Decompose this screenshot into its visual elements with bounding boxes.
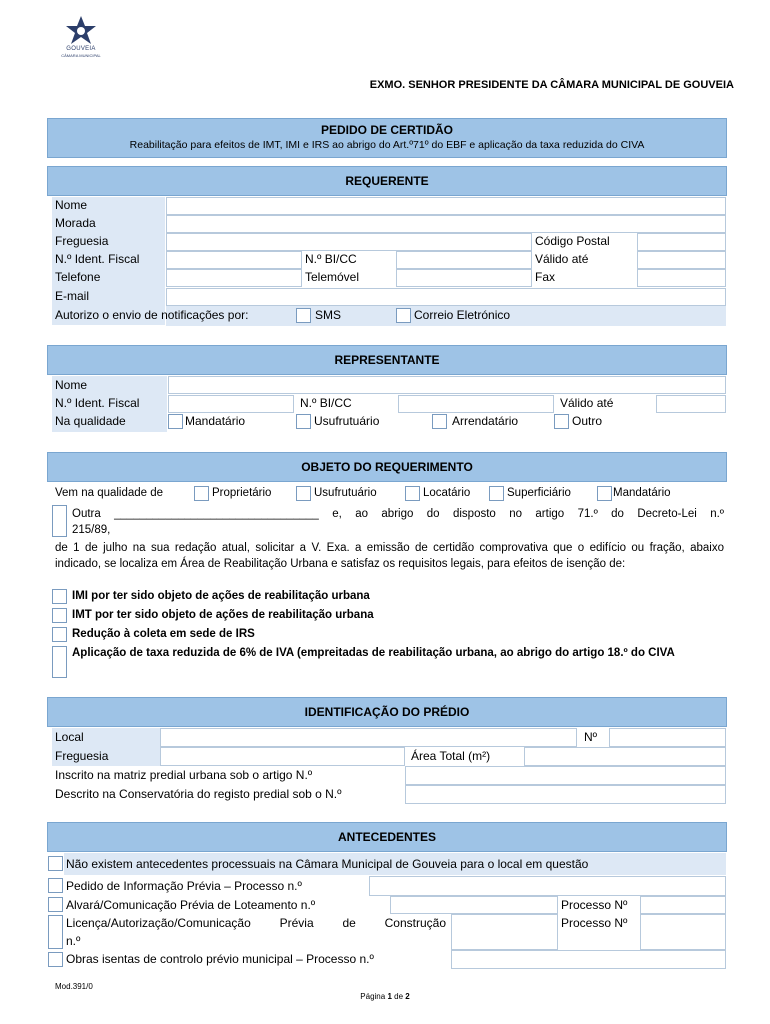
requerente-email-field[interactable]	[166, 288, 726, 306]
obj-label-locatario: Locatário	[423, 487, 471, 499]
label-morada: Morada	[55, 216, 96, 230]
rep-label-nome: Nome	[55, 378, 88, 392]
ant-alvara-checkbox[interactable]	[48, 897, 63, 912]
ant-pip-checkbox[interactable]	[48, 878, 63, 893]
ant-processo2-field[interactable]	[640, 914, 726, 950]
ant-label-pip: Pedido de Informação Prévia – Processo n.º	[66, 879, 302, 893]
requerente-valido-field[interactable]	[637, 251, 726, 269]
predio-label-numero: Nº	[584, 730, 598, 744]
obj-irs-checkbox[interactable]	[52, 627, 67, 642]
requerente-freguesia-field[interactable]	[166, 233, 532, 251]
rep-mandatario-checkbox[interactable]	[168, 414, 183, 429]
form-subtitle: Reabilitação para efeitos de IMT, IMI e IRS ao abrigo do Art.º71º do EBF e aplicação da taxa reduzida do CIVA	[129, 139, 645, 151]
ant-obras-field[interactable]	[451, 950, 726, 969]
rep-usufrutuario-checkbox[interactable]	[296, 414, 311, 429]
municipality-logo	[58, 14, 104, 62]
requerente-morada-field[interactable]	[166, 215, 726, 233]
ant-alvara-field[interactable]	[390, 896, 558, 914]
obj-proprietario-checkbox[interactable]	[194, 486, 209, 501]
label-telemovel: Telemóvel	[305, 270, 360, 284]
obj-opt-iva: Aplicação de taxa reduzida de 6% de IVA (empreitadas de reabilitação urbana, ao abrigo do artigo 18.º do CIVA	[72, 647, 675, 659]
label-fax: Fax	[535, 270, 556, 284]
predio-label-matriz: Inscrito na matriz predial urbana sob o artigo N.º	[55, 768, 313, 782]
predio-freguesia-field[interactable]	[160, 747, 405, 766]
obj-superficiario-checkbox[interactable]	[489, 486, 504, 501]
requerente-bi-field[interactable]	[396, 251, 532, 269]
obj-opt-imt: IMT por ter sido objeto de ações de reabilitação urbana	[72, 609, 374, 621]
predio-conservatoria-field[interactable]	[405, 785, 726, 804]
obj-opt-imi: IMI por ter sido objeto de ações de reabilitação urbana	[72, 590, 370, 602]
predio-label-freguesia: Freguesia	[55, 749, 109, 763]
rep-label-mandatario: Mandatário	[185, 414, 246, 428]
ant-label-licenca1: Licença/Autorização/Comunicação Prévia de Construção	[66, 916, 446, 930]
obj-locatario-checkbox[interactable]	[405, 486, 420, 501]
predio-matriz-field[interactable]	[405, 766, 726, 785]
requerente-codigo-postal-field[interactable]	[637, 233, 726, 251]
label-sms: SMS	[315, 308, 342, 322]
obj-mandatario-checkbox[interactable]	[597, 486, 612, 501]
rep-label-outro: Outro	[572, 414, 603, 428]
representante-valido-field[interactable]	[656, 395, 726, 413]
predio-local-field[interactable]	[160, 728, 577, 747]
obj-imt-checkbox[interactable]	[52, 608, 67, 623]
representante-bi-field[interactable]	[398, 395, 554, 413]
sms-checkbox[interactable]	[296, 308, 311, 323]
predio-header: IDENTIFICAÇÃO DO PRÉDIO	[47, 697, 727, 727]
page-prefix: Página	[360, 992, 386, 1001]
obj-outra-line2: 215/89,	[72, 524, 111, 536]
predio-area-field[interactable]	[524, 747, 726, 766]
page-current: 1	[387, 992, 392, 1001]
star-icon	[58, 14, 104, 46]
obj-label-superficiario: Superficiário	[507, 487, 571, 499]
requerente-fax-field[interactable]	[637, 269, 726, 287]
ant-licenca-field[interactable]	[451, 914, 558, 950]
logo-subtitle: CÂMARA MUNICIPAL	[61, 53, 101, 58]
label-nif: N.º Ident. Fiscal	[55, 252, 140, 266]
objeto-header: OBJETO DO REQUERIMENTO	[47, 452, 727, 482]
predio-numero-field[interactable]	[609, 728, 726, 747]
ant-processo1-field[interactable]	[640, 896, 726, 914]
representante-header: REPRESENTANTE	[47, 345, 727, 375]
label-telefone: Telefone	[55, 270, 101, 284]
predio-label-conservatoria: Descrito na Conservatória do registo predial sob o N.º	[55, 787, 342, 801]
logo-name: GOUVEIA	[66, 46, 96, 52]
form-model-code: Mod.391/0	[55, 982, 93, 991]
ant-label-nao-existem: Não existem antecedentes processuais na Câmara Municipal de Gouveia para o local em questão	[66, 857, 589, 871]
email-notification-checkbox[interactable]	[396, 308, 411, 323]
rep-outro-checkbox[interactable]	[554, 414, 569, 429]
ant-label-processo1: Processo Nº	[561, 898, 628, 912]
obj-iva-checkbox[interactable]	[52, 646, 67, 678]
predio-label-local: Local	[55, 730, 84, 744]
obj-label-vem: Vem na qualidade de	[55, 487, 164, 499]
rep-label-nif: N.º Ident. Fiscal	[55, 396, 140, 410]
requerente-nif-field[interactable]	[166, 251, 302, 269]
label-codigo-postal: Código Postal	[535, 234, 610, 248]
requerente-nome-field[interactable]	[166, 197, 726, 215]
addressee: EXMO. SENHOR PRESIDENTE DA CÂMARA MUNICIPAL DE GOUVEIA	[369, 79, 734, 91]
ant-licenca-checkbox[interactable]	[48, 915, 63, 949]
label-valido: Válido até	[535, 252, 589, 266]
representante-nome-field[interactable]	[168, 376, 726, 394]
obj-paragraph: de 1 de julho na sua redação atual, solicitar a V. Exa. a emissão de certidão comprovativa que o edifício ou fração, abaixo indicado, se localiza em Área de Reabilitação Urbana e satisfaz os requisitos legais, para efeitos de isenção de:	[55, 542, 724, 570]
page-of: de	[394, 992, 404, 1001]
obj-usufrutuario-checkbox[interactable]	[296, 486, 311, 501]
page-number	[0, 992, 770, 1001]
label-correio: Correio Eletrónico	[414, 308, 511, 322]
obj-label-mandatario: Mandatário	[613, 487, 671, 499]
obj-label-proprietario: Proprietário	[212, 487, 272, 499]
representante-nif-field[interactable]	[168, 395, 294, 413]
ant-label-alvara: Alvará/Comunicação Prévia de Loteamento n.º	[66, 898, 316, 912]
requerente-telefone-field[interactable]	[166, 269, 302, 287]
ant-obras-checkbox[interactable]	[48, 952, 63, 967]
rep-label-valido: Válido até	[560, 396, 614, 410]
ant-pip-field[interactable]	[369, 876, 726, 896]
label-email: E-mail	[55, 289, 90, 303]
rep-label-qualidade: Na qualidade	[55, 414, 126, 428]
obj-opt-irs: Redução à coleta em sede de IRS	[72, 628, 255, 640]
rep-label-usufrutuario: Usufrutuário	[314, 414, 380, 428]
label-freguesia: Freguesia	[55, 234, 109, 248]
label-autorizo: Autorizo o envio de notificações por:	[55, 308, 249, 322]
obj-label-usufrutuario: Usufrutuário	[314, 487, 377, 499]
rep-arrendatario-checkbox[interactable]	[432, 414, 447, 429]
obj-imi-checkbox[interactable]	[52, 589, 67, 604]
obj-outra-checkbox[interactable]	[52, 505, 67, 537]
rep-label-arrendatario: Arrendatário	[452, 414, 519, 428]
predio-label-area: Área Total (m²)	[411, 749, 491, 763]
label-bi: N.º BI/CC	[305, 252, 357, 266]
title-block	[47, 118, 727, 158]
obj-outra-line1: Outra ________________________________ e, ao abrigo do disposto no artigo 71.º do Decreto-Lei n.º	[72, 508, 724, 520]
ant-label-obras: Obras isentas de controlo prévio municipal – Processo n.º	[66, 952, 374, 966]
form-title: PEDIDO DE CERTIDÃO	[320, 123, 453, 137]
ant-label-licenca2: n.º	[66, 934, 81, 948]
requerente-header: REQUERENTE	[47, 166, 727, 196]
ant-nao-existem-checkbox[interactable]	[48, 856, 63, 871]
label-nome: Nome	[55, 198, 88, 212]
requerente-telemovel-field[interactable]	[396, 269, 532, 287]
page-total: 2	[405, 992, 410, 1001]
antecedentes-header: ANTECEDENTES	[47, 822, 727, 852]
rep-label-bi: N.º BI/CC	[300, 396, 352, 410]
ant-label-processo2: Processo Nº	[561, 916, 628, 930]
